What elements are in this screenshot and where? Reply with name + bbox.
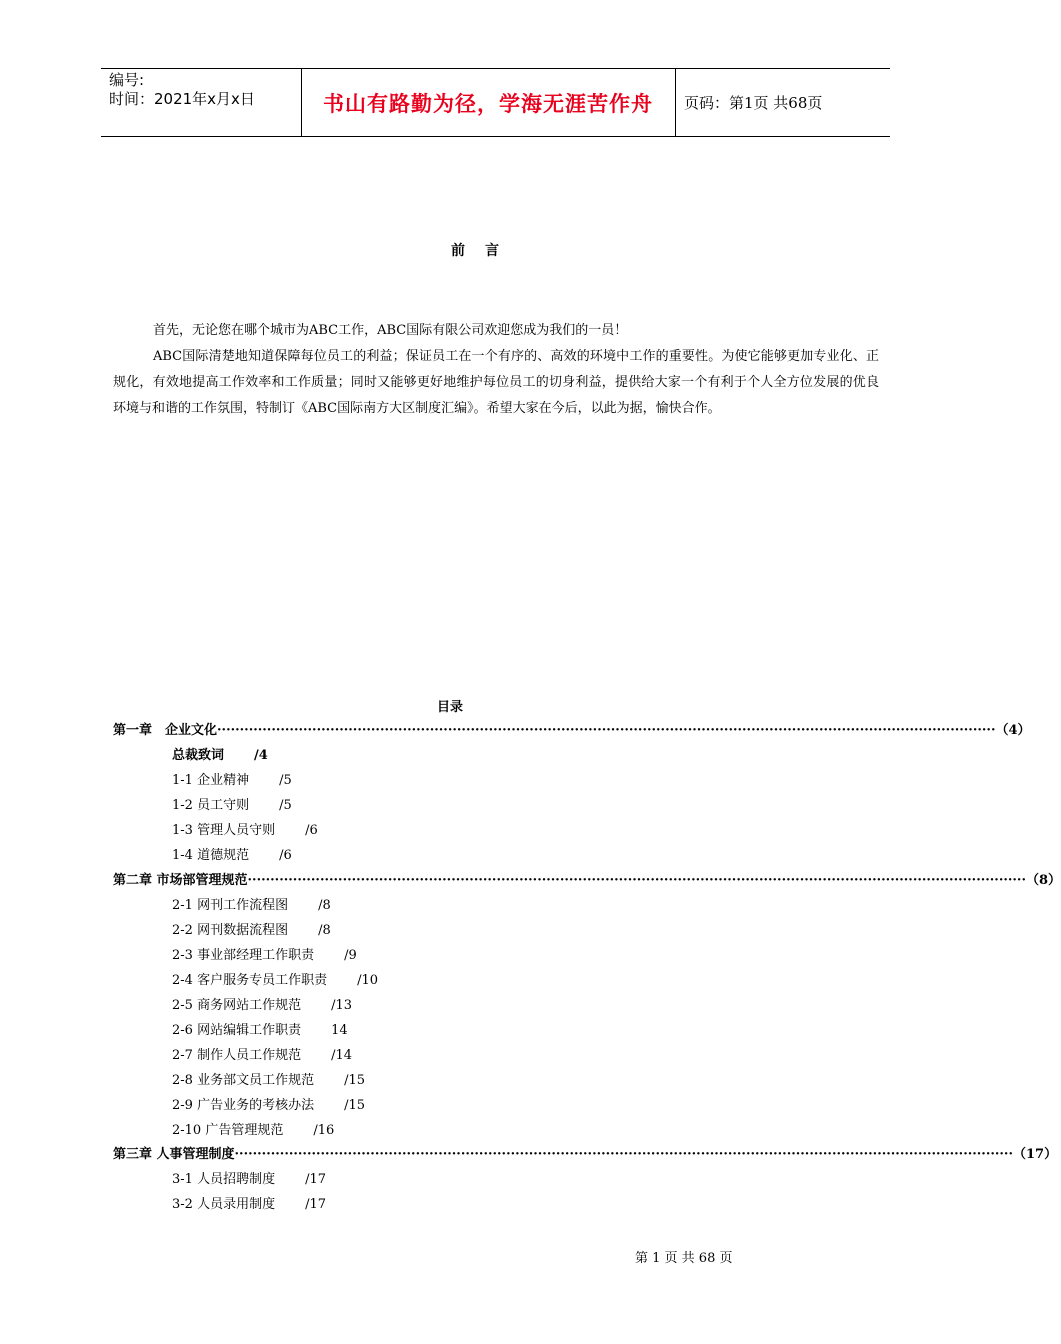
header-motto: 书山有路勤为径，学海无涯苦作舟	[323, 91, 653, 116]
toc-chapter-page: （4）	[995, 723, 1031, 738]
toc-item-page: /5	[279, 798, 292, 813]
toc-leader-dots: ············································································································································································	[217, 723, 996, 738]
toc-chapter-label: 第三章 人事管理制度	[113, 1147, 235, 1162]
toc-item-label: 2-9 广告业务的考核办法	[172, 1098, 315, 1113]
toc-item-label: 2-5 商务网站工作规范	[172, 998, 302, 1013]
toc-item[interactable]	[172, 796, 292, 816]
page-header	[101, 68, 890, 137]
toc-item[interactable]	[172, 996, 352, 1016]
toc-item-page: /8	[318, 923, 331, 938]
toc-chapter-label: 第一章 企业文化	[113, 723, 218, 738]
toc-item-page: /13	[331, 998, 352, 1013]
toc-item-label: 1-3 管理人员守则	[172, 823, 276, 838]
toc-item[interactable]	[172, 771, 292, 791]
toc-item-label: 3-1 人员招聘制度	[172, 1172, 276, 1187]
toc-item-label: 2-6 网站编辑工作职责	[172, 1023, 302, 1038]
toc-item[interactable]	[172, 1021, 348, 1041]
toc-item-label: 2-7 制作人员工作规范	[172, 1048, 302, 1063]
toc-item-page: /15	[344, 1073, 365, 1088]
toc-leader-dots: ············································································································································································	[234, 1147, 1013, 1162]
toc-item[interactable]	[172, 896, 331, 916]
toc-item-page: /15	[344, 1098, 365, 1113]
toc-item-label: 1-2 员工守则	[172, 798, 250, 813]
toc-chapter-label: 第二章 市场部管理规范	[113, 873, 248, 888]
toc-item[interactable]	[172, 1046, 352, 1066]
toc-item[interactable]	[172, 946, 357, 966]
toc-item-label: 2-10 广告管理规范	[172, 1123, 284, 1138]
toc-item[interactable]	[172, 971, 378, 991]
toc-chapter-page: （8）	[1025, 873, 1061, 888]
preface-title: 前言	[451, 243, 519, 259]
toc-item[interactable]	[172, 1195, 326, 1215]
header-page-info: 页码：第1页 共68页	[684, 94, 823, 112]
toc-chapter-2[interactable]	[113, 871, 1061, 891]
preface-paragraph-2: ABC国际清楚地知道保障每位员工的利益；保证员工在一个有序的、高效的环境中工作的重要性。为使它能够更加专业化、正规化，有效地提高工作效率和工作质量；同时又能够更好地维护每位员工的切身利益，提供给大家一个有利于个人全方位发展的优良环境与和谐的工作氛围，特制订《ABC国际南方大区制度汇编》。希望大家在今后，以此为据，愉快合作。	[113, 349, 879, 416]
toc-item-page: /6	[279, 848, 292, 863]
toc-item-page: /8	[318, 898, 331, 913]
toc-item-page: /14	[331, 1048, 352, 1063]
toc-leader-dots: ············································································································································································	[247, 873, 1026, 888]
toc-item-page: /6	[305, 823, 318, 838]
preface-paragraph-1: 首先，无论您在哪个城市为ABC工作，ABC国际有限公司欢迎您成为我们的一员！	[153, 323, 628, 338]
toc-item[interactable]	[172, 746, 268, 766]
toc-item-page: /17	[305, 1172, 326, 1187]
toc-item[interactable]	[172, 1096, 365, 1116]
toc-chapter-1[interactable]	[113, 721, 1031, 741]
toc-item[interactable]	[172, 1121, 334, 1141]
toc-item-label: 2-2 网刊数据流程图	[172, 923, 289, 938]
toc-item-label: 1-1 企业精神	[172, 773, 250, 788]
toc-item-page: /9	[344, 948, 357, 963]
toc-item-label: 3-2 人员录用制度	[172, 1197, 276, 1212]
header-meta	[109, 71, 301, 135]
toc-item[interactable]	[172, 821, 318, 841]
toc-item-label: 2-1 网刊工作流程图	[172, 898, 289, 913]
toc-item-page: /4	[254, 748, 268, 763]
header-time-label: 时间：2021年x月x日	[109, 90, 255, 108]
toc-item-page: /16	[313, 1123, 335, 1138]
toc-item-label: 总裁致词	[172, 748, 225, 763]
toc-chapter-page: （17）	[1012, 1147, 1058, 1162]
toc-item-page: /5	[279, 773, 292, 788]
toc-chapter-3[interactable]	[113, 1145, 1058, 1165]
toc-title: 目录	[436, 700, 463, 715]
toc-item-page: /17	[305, 1197, 326, 1212]
header-divider	[675, 69, 676, 136]
header-code-label: 编号:	[109, 71, 145, 89]
toc-item[interactable]	[172, 1170, 326, 1190]
toc-item-label: 2-3 事业部经理工作职责	[172, 948, 315, 963]
toc-item-label: 2-4 客户服务专员工作职责	[172, 973, 328, 988]
toc-item-page: /10	[357, 973, 378, 988]
toc-item-label: 2-8 业务部文员工作规范	[172, 1073, 315, 1088]
toc-item[interactable]	[172, 846, 292, 866]
toc-item-label: 1-4 道德规范	[172, 848, 250, 863]
page-footer: 第 1 页 共 68 页	[635, 1251, 733, 1266]
toc-item[interactable]	[172, 921, 331, 941]
toc-item[interactable]	[172, 1071, 365, 1091]
toc-item-page: 14	[331, 1023, 348, 1038]
